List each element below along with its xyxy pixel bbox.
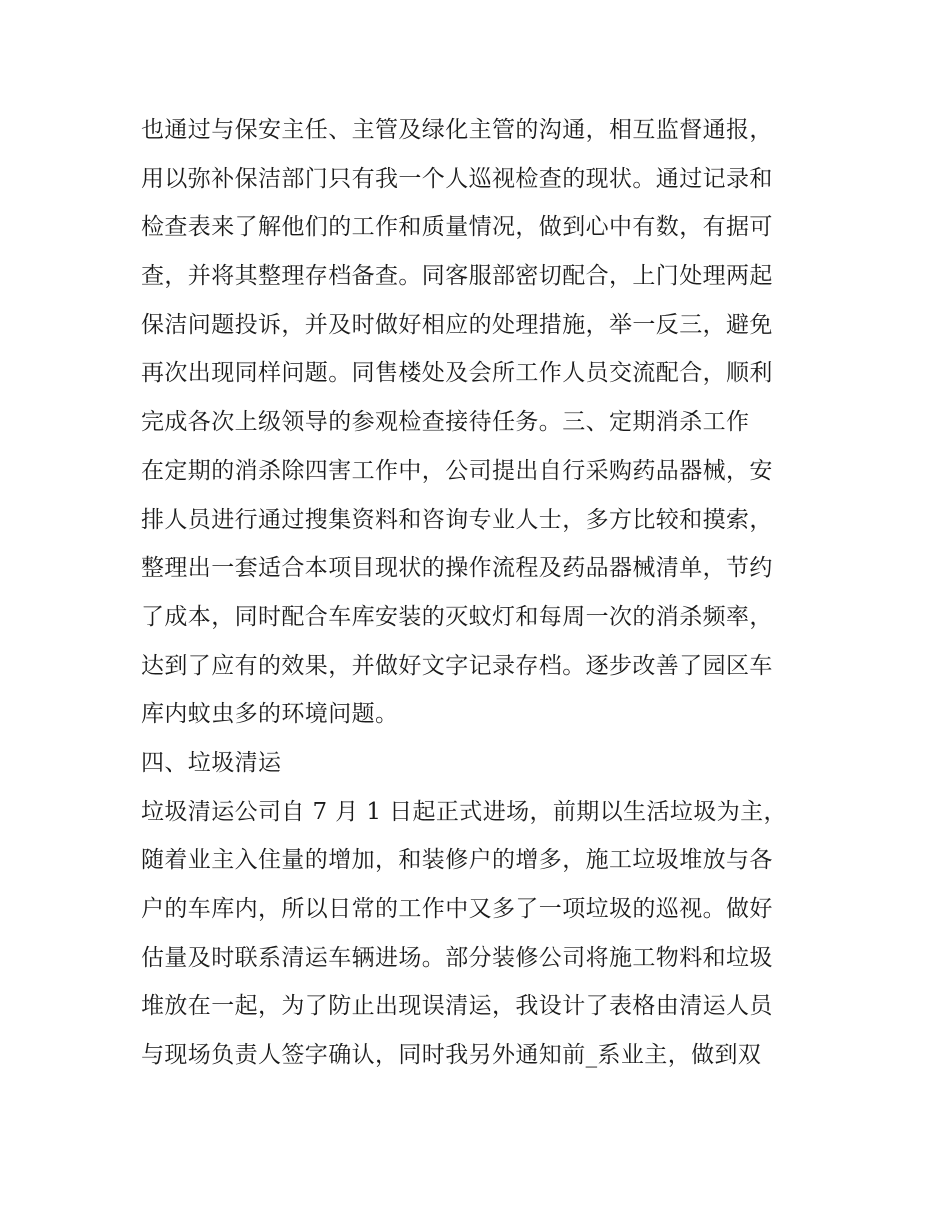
text-line: 整理出一套适合本项目现状的操作流程及药品器械清单，节约 <box>141 555 773 582</box>
text-line: 用以弥补保洁部门只有我一个人巡视检查的现状。通过记录和 <box>141 165 773 192</box>
text-line: 户的车库内，所以日常的工作中又多了一项垃圾的巡视。做好 <box>141 896 773 922</box>
text-line: 库内蚊虫多的环境问题。 <box>141 701 399 728</box>
text-line: 与现场负责人签字确认，同时我另外通知前_系业主，做到双 <box>141 1042 762 1069</box>
text-line: 了成本，同时配合车库安装的灭蚊灯和每周一次的消杀频率， <box>141 603 773 630</box>
body-text <box>141 106 841 1080</box>
section-heading: 四、垃圾清运 <box>141 749 282 776</box>
text-line: 查，并将其整理存档备查。同客服部密切配合，上门处理两起 <box>141 263 773 290</box>
text-line: 在定期的消杀除四害工作中，公司提出自行采购药品器械，安 <box>141 457 773 484</box>
text-line: 检查表来了解他们的工作和质量情况，做到心中有数，有据可 <box>141 214 773 241</box>
text-line: 堆放在一起，为了防止出现误清运，我设计了表格由清运人员 <box>141 993 773 1020</box>
text-line: 也通过与保安主任、主管及绿化主管的沟通，相互监督通报， <box>141 117 773 143</box>
text-line: 保洁问题投诉，并及时做好相应的处理措施，举一反三，避免 <box>141 311 773 338</box>
text-line: 达到了应有的效果，并做好文字记录存档。逐步改善了园区车 <box>141 652 773 679</box>
text-line: 随着业主入住量的增加，和装修户的增多，施工垃圾堆放与各 <box>141 847 773 874</box>
text-line: 再次出现同样问题。同售楼处及会所工作人员交流配合，顺利 <box>141 360 773 387</box>
text-line: 垃圾清运公司自 7 月 1 日起正式进场，前期以生活垃圾为主， <box>141 798 787 825</box>
text-line: 排人员进行通过搜集资料和咨询专业人士，多方比较和摸索， <box>141 506 773 533</box>
text-line: 估量及时联系清运车辆进场。部分装修公司将施工物料和垃圾 <box>141 944 773 971</box>
text-line: 完成各次上级领导的参观检查接待任务。三、定期消杀工作 <box>141 409 750 436</box>
